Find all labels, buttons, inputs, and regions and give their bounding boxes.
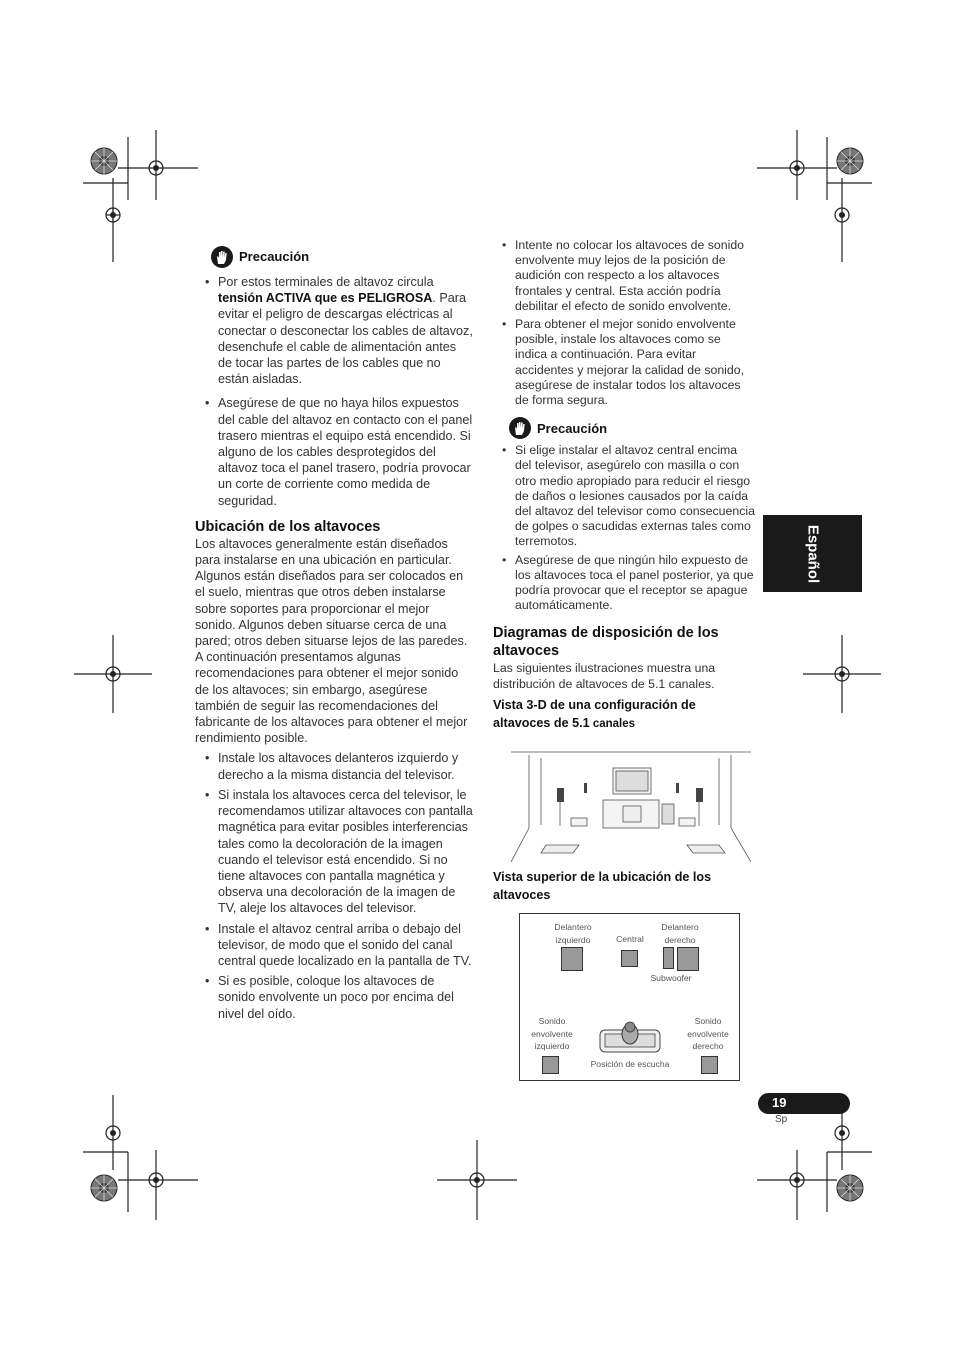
front-right-speaker [677,947,699,971]
caution-bullet: • Si elige instalar el altavoz central encima del televisor, asegúrelo con masilla o con otro medio apropiado para reducir el riesgo de daños o lesiones causados por la caída del altavoz del televisor como consecuencia de golpes o sacudidas externas tales como terremotos. [493,443,755,549]
page-language-code: Sp [775,1114,788,1125]
surround-left-label: Sonido envolvente izquierdo [531,1016,573,1051]
section-title: Ubicación de los altavoces [195,518,381,535]
caution-bullet: • Asegúrese de que no haya hilos expuestos del cable del altavoz en contacto con el panel trasero mientras el equipo está encendido. Si alguno de los cables desprotegidos del altavoz toca el panel trasero, podría provocar un corte de corriente como medida de seguridad. [195,395,473,508]
caution-heading [509,417,755,439]
right-column [493,238,755,733]
hand-stop-icon [211,246,233,268]
section-intro: Las siguientes ilustraciones muestra una distribución de altavoces de 5.1 canales. [493,661,716,691]
surround-right-speaker [701,1056,718,1074]
subheading-top-view: Vista superior de la ubicación de los altavoces [493,870,712,902]
center-label: Central [616,934,644,944]
surround-list [493,238,755,408]
caution-title: Precaución [537,420,608,436]
section-intro: Los altavoces generalmente están diseñados para instalarse en una ubicación en particular. Algunos están diseñados para ser colocados en el suelo, mientras que otros deben instalarse sobre soportes para proporcionar el mejor sonido. Algunos deben situarse cerca de una pared; otros deben situarse lejos de las paredes. A continuación presentamos algunas recomendaciones para obtener el mejor sonido de los altavoces; sin embargo, asegúrese también de seguir las recomendaciones del fabricante de los altavoces para obtener el mejor rendimiento posible. [195,536,468,746]
list-item: • Intente no colocar los altavoces de sonido envolvente muy lejos de la posición de audición con respecto a los altavoces frontales y central. Esta acción podría debilitar el efecto de sonido envolvente. [493,238,755,314]
caution-list [195,274,473,509]
language-tab-label: Español [804,524,821,583]
sofa-listener-icon [599,1020,661,1054]
list-item: • Instale el altavoz central arriba o debajo del televisor, de modo que el sonido del canal central quede localizado en la pantalla de TV. [195,921,473,970]
hand-stop-icon [509,417,531,439]
caution-bullet: • Por estos terminales de altavoz circula tensión ACTIVA que es PELIGROSA. Para evitar el peligro de descargas eléctricas al conectar o desconectar los cables de altavoz, desenchufe el cable de alimentación antes de tocar las partes de los cables que no están aisladas. [195,274,473,387]
surround-left-speaker [542,1056,559,1074]
caution-list [493,443,755,613]
center-speaker [621,950,638,967]
front-right-label: Delantero derecho [661,922,699,945]
listening-position-label: Posición de escucha [590,1059,670,1069]
speaker-top-view-diagram [519,913,740,1081]
caution-bullet: • Asegúrese de que ningún hilo expuesto de los altavoces toca el panel posterior, ya que podría provocar que el receptor se apague automáticamente. [493,553,755,614]
left-column [195,246,473,1026]
caution-heading [211,246,473,268]
list-item: • Si instala los altavoces cerca del televisor, le recomendamos utilizar altavoces con pantalla magnética para evitar posibles interferencias tales como la decoloración de la imagen cuando el televisor está encendido. Si no tiene altavoces con pantalla magnética y observa una decoloración de la imagen de TV, aleje los altavoces del televisor. [195,787,473,917]
page-number-badge [758,1093,850,1114]
surround-right-label: Sonido envolvente derecho [687,1016,729,1051]
page-number: 19 [772,1095,787,1110]
speaker-3d-illustration [511,750,751,862]
front-left-label: Delantero izquierdo [554,922,592,945]
section-title: Diagramas de disposición de los altavoces [493,625,719,660]
list-item: • Para obtener el mejor sonido envolvente posible, instale los altavoces como se indica a continuación. Para evitar accidentes y mejorar la calidad de sonido, asegúrese de instalar todos los altavoces de forma segura. [493,317,755,408]
front-left-speaker [561,947,583,971]
placement-list [195,750,473,1021]
subwoofer-label: Subwoofer [650,973,692,983]
list-item: • Si es posible, coloque los altavoces de sonido envolvente un poco por encima del nivel del oído. [195,973,473,1022]
list-item: • Instale los altavoces delanteros izquierdo y derecho a la misma distancia del televisor. [195,750,473,782]
subwoofer-speaker [663,947,674,969]
subheading-3d: Vista 3-D de una configuración de altavoces de 5.1 canales [493,697,696,730]
caution-title: Precaución [239,248,310,264]
language-tab [763,515,862,592]
